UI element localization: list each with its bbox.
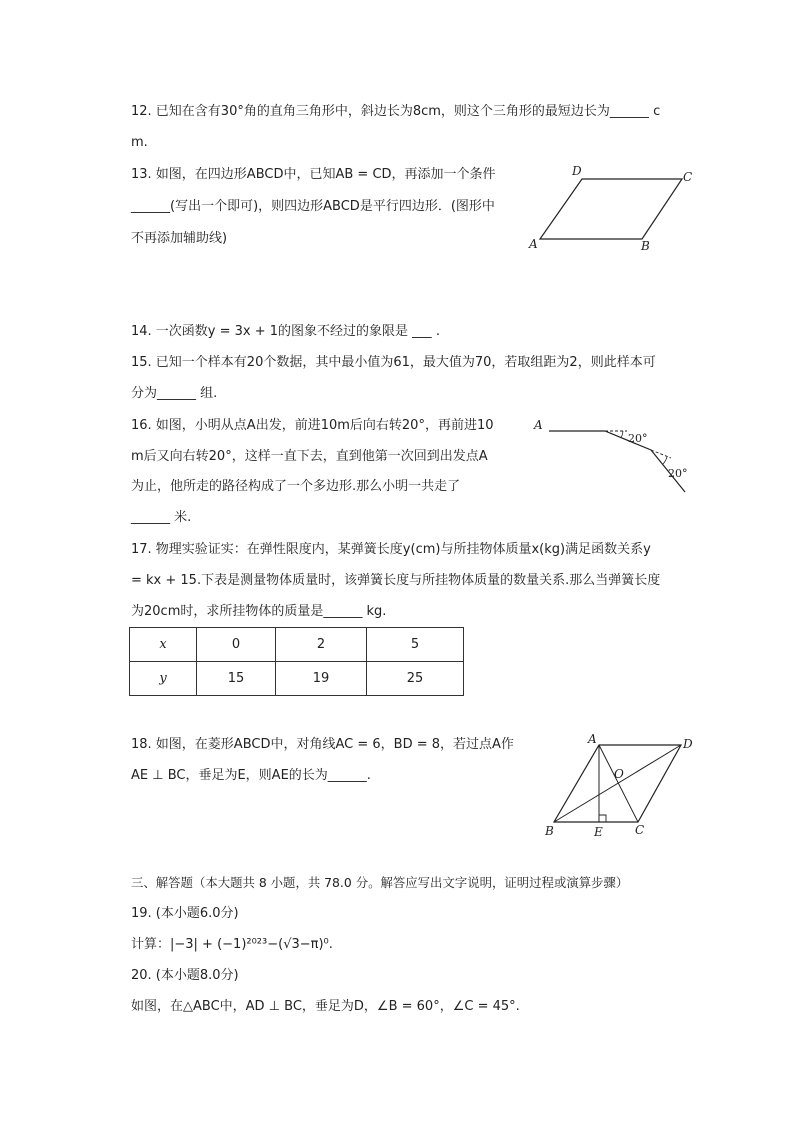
q20-header: 20. (本小题8.0分) bbox=[131, 968, 239, 983]
table-cell: 19 bbox=[276, 662, 367, 696]
angle-label-2: 20° bbox=[668, 467, 688, 480]
q18-rhombus-figure bbox=[540, 730, 700, 840]
q17-data-table bbox=[129, 627, 464, 696]
label-c: C bbox=[635, 823, 645, 837]
parallelogram-shape bbox=[540, 179, 682, 239]
table-cell: 2 bbox=[276, 628, 367, 662]
table-cell: 25 bbox=[367, 662, 464, 696]
table-cell: y bbox=[130, 662, 197, 696]
angle-label-1: 20° bbox=[628, 432, 648, 445]
q17-line1: 17. 物理实验证实：在弹性限度内，某弹簧长度y(cm)与所挂物体质量x(kg)满足函数关系y bbox=[131, 542, 651, 557]
q16-line3: 为止，他所走的路径构成了一个多边形.那么小明一共走了 bbox=[131, 479, 461, 494]
q16-path-figure bbox=[525, 410, 700, 500]
q13-line1: 13. 如图，在四边形ABCD中，已知AB = CD，再添加一个条件 bbox=[131, 167, 496, 182]
diagonal-ac bbox=[599, 745, 638, 822]
q14-line1: 14. 一次函数y = 3x + 1的图象不经过的象限是 ___ . bbox=[131, 324, 440, 339]
q18-line2: AE ⊥ BC，垂足为E，则AE的长为______. bbox=[131, 768, 371, 783]
q17-line2: = kx + 15.下表是测量物体质量时，该弹簧长度与所挂物体质量的数量关系.那么当弹簧长度 bbox=[131, 573, 661, 588]
q20-line1: 如图，在△ABC中，AD ⊥ BC，垂足为D，∠B = 60°，∠C = 45°. bbox=[131, 999, 520, 1014]
label-d: D bbox=[683, 737, 693, 751]
table-cell: 5 bbox=[367, 628, 464, 662]
table-cell: 0 bbox=[197, 628, 276, 662]
table-cell: x bbox=[130, 628, 197, 662]
label-o: O bbox=[614, 767, 624, 781]
label-c: C bbox=[683, 170, 693, 184]
q13-parallelogram-figure bbox=[520, 160, 700, 260]
label-b: B bbox=[545, 824, 554, 838]
q18-line1: 18. 如图，在菱形ABCD中，对角线AC = 6，BD = 8，若过点A作 bbox=[131, 737, 514, 752]
table-row bbox=[130, 628, 464, 662]
angle-arc-2 bbox=[663, 457, 667, 464]
q19-line1: 计算：|−3| + (−1)²⁰²³−(√3−π)⁰. bbox=[131, 937, 333, 952]
label-a: A bbox=[529, 237, 538, 251]
q13-line3: 不再添加辅助线) bbox=[131, 231, 228, 246]
label-e: E bbox=[594, 825, 603, 839]
table-cell: 15 bbox=[197, 662, 276, 696]
right-angle-mark bbox=[599, 815, 606, 822]
q16-line2: m后又向右转20°，这样一直下去，直到他第一次回到出发点A bbox=[131, 449, 488, 464]
q12-line1: 12. 已知在含有30°角的直角三角形中，斜边长为8cm，则这个三角形的最短边长为______ c bbox=[131, 104, 661, 119]
label-d: D bbox=[572, 164, 582, 178]
q13-line2: ______(写出一个即可)，则四边形ABCD是平行四边形．(图形中 bbox=[131, 199, 495, 214]
q16-line1: 16. 如图，小明从点A出发，前进10m后向右转20°，再前进10 bbox=[131, 418, 494, 433]
label-a: A bbox=[588, 732, 597, 746]
q17-line3: 为20cm时，求所挂物体的质量是______ kg. bbox=[131, 604, 387, 619]
q19-header: 19. (本小题6.0分) bbox=[131, 906, 239, 921]
q15-line2: 分为______ 组. bbox=[131, 386, 218, 401]
label-b: B bbox=[641, 239, 650, 253]
section3-title: 三、解答题（本大题共 8 小题，共 78.0 分。解答应写出文字说明，证明过程或演算步骤） bbox=[131, 875, 629, 890]
q15-line1: 15. 已知一个样本有20个数据，其中最小值为61，最大值为70，若取组距为2，则此样本可 bbox=[131, 355, 656, 370]
q12-line2: m. bbox=[131, 135, 148, 150]
diagonal-bd bbox=[554, 745, 681, 822]
angle-arc-1 bbox=[621, 431, 623, 438]
table-row bbox=[130, 662, 464, 696]
q16-line4: ______ 米. bbox=[131, 510, 192, 525]
label-a: A bbox=[534, 418, 543, 432]
